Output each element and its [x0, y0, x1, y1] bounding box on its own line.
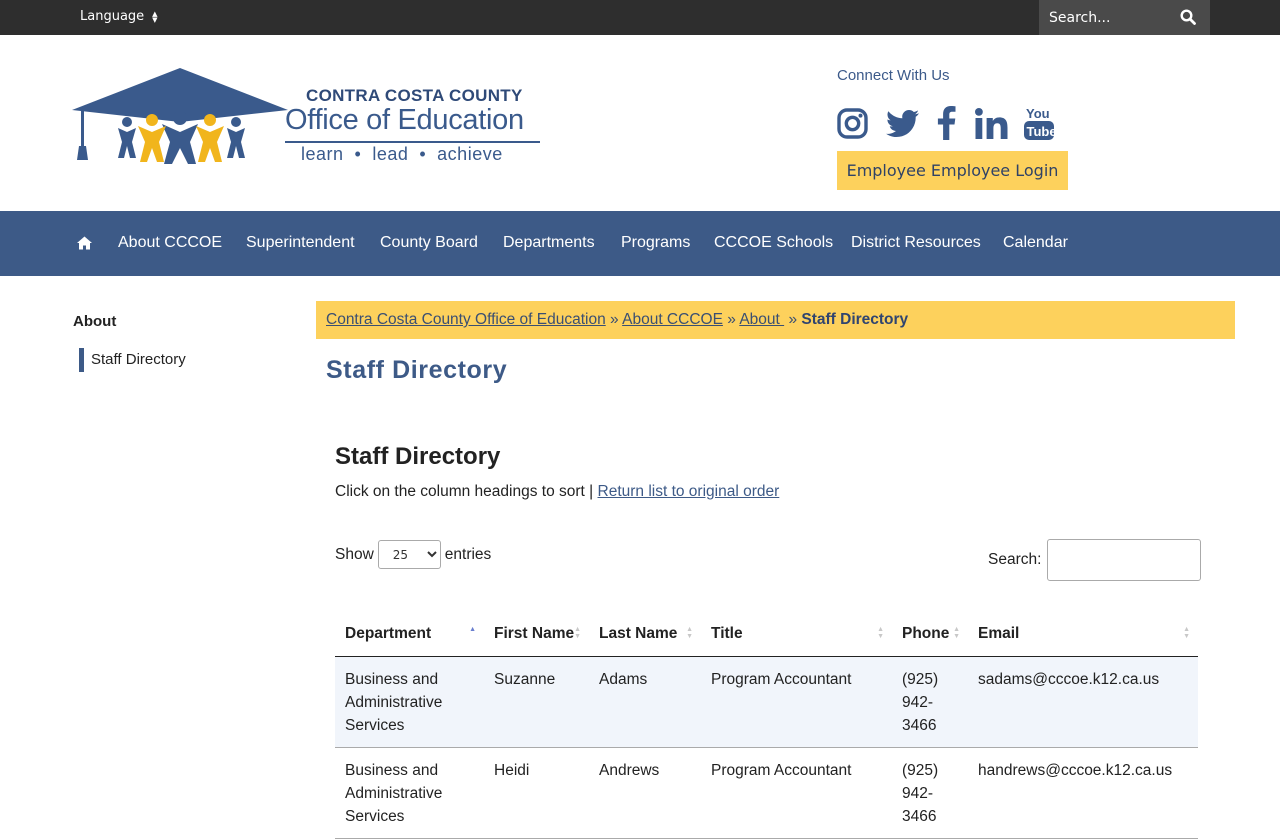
top-bar — [0, 0, 1280, 35]
reset-order-link[interactable]: Return list to original order — [597, 483, 780, 500]
logo-office-text: Office of Education — [285, 104, 524, 136]
table-search-input[interactable] — [1047, 539, 1201, 581]
table-row[interactable] — [335, 747, 1198, 838]
column-header-label: Phone — [902, 624, 950, 642]
column-header-label: Department — [345, 624, 432, 642]
nav-item-superintendent[interactable]: Superintendent — [246, 234, 355, 251]
nav-item-programs[interactable]: Programs — [621, 234, 691, 251]
table-search — [988, 539, 1201, 581]
column-header-label: Email — [978, 624, 1020, 642]
breadcrumb-current: Staff Directory — [801, 311, 909, 328]
nav-item-county-board[interactable]: County Board — [380, 234, 478, 251]
language-selector[interactable] — [80, 9, 158, 24]
page-size-control — [335, 540, 491, 569]
breadcrumb-link-home[interactable]: Contra Costa County Office of Education — [326, 311, 606, 328]
breadcrumb-separator: » — [727, 311, 736, 328]
sort-note-text: Click on the column headings to sort | — [335, 483, 594, 500]
cell-first-name: Suzanne — [484, 656, 589, 747]
column-header-title[interactable] — [701, 612, 892, 656]
cell-department: Business and Administrative Services — [335, 747, 484, 838]
table-search-label: Search: — [988, 551, 1042, 568]
directory-title: Staff Directory — [335, 443, 501, 470]
breadcrumb — [316, 301, 1235, 339]
staff-table — [335, 612, 1198, 839]
sort-icon: ▲ ▼ — [686, 626, 693, 640]
main-nav — [0, 211, 1280, 276]
svg-text:Tube: Tube — [1026, 124, 1057, 139]
cell-last-name: Adams — [589, 656, 701, 747]
nav-item-calendar[interactable]: Calendar — [1003, 234, 1068, 251]
logo-county-text: CONTRA COSTA COUNTY — [306, 86, 523, 105]
breadcrumb-separator: » — [788, 311, 798, 328]
sort-note — [335, 483, 779, 501]
nav-item-departments[interactable]: Departments — [503, 234, 595, 251]
search-icon[interactable] — [1180, 9, 1196, 30]
sort-icon: ▲ — [469, 626, 476, 633]
connect-label: Connect With Us — [837, 67, 950, 84]
sort-icon: ▲ ▼ — [953, 626, 960, 640]
column-header-label: First Name — [494, 624, 575, 642]
page-size-select[interactable] — [378, 540, 441, 569]
nav-item-cccoe-schools[interactable]: CCCOE Schools — [714, 234, 834, 251]
youtube-icon[interactable] — [1022, 104, 1056, 142]
cell-last-name: Andrews — [589, 747, 701, 838]
table-row[interactable] — [335, 656, 1198, 747]
home-icon[interactable] — [77, 236, 92, 255]
sidebar-title: About — [73, 313, 117, 330]
column-header-first-name[interactable] — [484, 612, 589, 656]
cell-email: handrews@cccoe.k12.ca.us — [968, 747, 1198, 838]
cell-department: Business and Administrative Services — [335, 656, 484, 747]
sort-icon: ▲ ▼ — [574, 626, 581, 640]
breadcrumb-link-about-cccoe[interactable]: About CCCOE — [622, 311, 723, 328]
svg-text:You: You — [1026, 106, 1050, 121]
nav-item-district-resources[interactable]: District Resources — [851, 234, 981, 251]
sort-icon: ▲ ▼ — [1183, 626, 1190, 640]
cell-title: Program Accountant — [701, 747, 892, 838]
facebook-icon[interactable] — [935, 104, 957, 142]
logo-graphic — [72, 66, 292, 170]
column-header-label: Title — [711, 624, 743, 642]
logo-tagline: learn • lead • achieve — [301, 144, 503, 164]
column-header-label: Last Name — [599, 624, 678, 642]
column-header-phone[interactable] — [892, 612, 968, 656]
twitter-icon[interactable] — [885, 104, 919, 142]
logo-divider — [285, 141, 540, 143]
language-label: Language — [80, 9, 145, 24]
page-title: Staff Directory — [326, 356, 508, 384]
column-header-last-name[interactable] — [589, 612, 701, 656]
employee-login-button[interactable]: Employee Employee Login — [837, 151, 1068, 190]
sidebar-item-staff-directory[interactable]: Staff Directory — [79, 348, 186, 372]
entries-label: entries — [444, 545, 492, 563]
cell-first-name: Heidi — [484, 747, 589, 838]
cell-title: Program Accountant — [701, 656, 892, 747]
sort-icon: ▲ ▼ — [877, 626, 884, 640]
site-search-input[interactable] — [1039, 10, 1169, 26]
site-search — [1039, 0, 1210, 35]
breadcrumb-separator: » — [610, 311, 619, 328]
sort-caret-icon: ▲ ▼ — [152, 9, 158, 24]
instagram-icon[interactable] — [836, 104, 868, 142]
show-label: Show — [335, 545, 374, 563]
cell-email: sadams@cccoe.k12.ca.us — [968, 656, 1198, 747]
breadcrumb-link-about[interactable]: About — [739, 311, 785, 328]
linkedin-icon[interactable] — [974, 104, 1008, 142]
cccoe-logo[interactable] — [72, 66, 542, 170]
cell-phone: (925) 942-3466 — [892, 747, 968, 838]
nav-item-about-cccoe[interactable]: About CCCOE — [118, 234, 223, 251]
table-header-row — [335, 612, 1198, 656]
column-header-email[interactable] — [968, 612, 1198, 656]
column-header-department[interactable] — [335, 612, 484, 656]
cell-phone: (925) 942-3466 — [892, 656, 968, 747]
